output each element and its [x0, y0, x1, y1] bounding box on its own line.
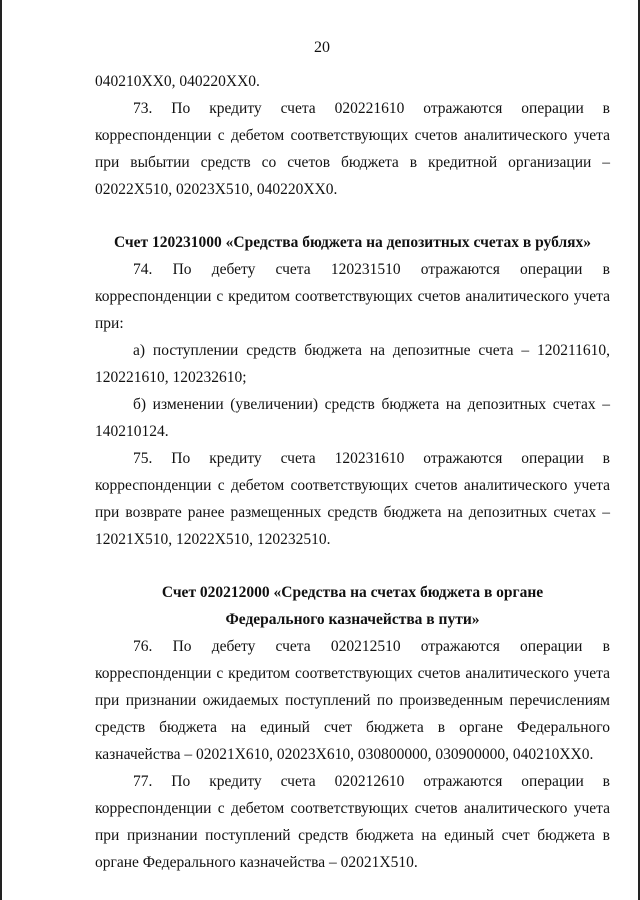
spacer [95, 203, 610, 229]
paragraph-76: 76. По дебету счета 020212510 отражаются операции в корреспонденции с кредитом соответствующих счетов аналитического учета при признании ожидаемых поступлений по произведенным перечислениям средств бюджета на единый счет бюджета в органе Федерального казначейства – 02021X610, 02023X610, 030800000, 030900000, 040210XX0. [95, 638, 610, 763]
paragraph-73: 73. По кредиту счета 020221610 отражаются операции в корреспонденции с дебетом соответствующих счетов аналитического учета при выбытии средств со счетов бюджета в кредитной организации – 02022X510, 02023X510, 040220XX0. [95, 100, 610, 198]
paragraph-74-item-a: а) поступлении средств бюджета на депозитные счета – 120211610, 120221610, 120232610; [95, 342, 610, 386]
section-heading-020212000-line1: Счет 020212000 «Средства на счетах бюджета в органе [161, 584, 544, 601]
document-body [95, 68, 610, 876]
section-heading-120231000: Счет 120231000 «Средства бюджета на депозитных счетах в рублях» [113, 234, 592, 251]
paragraph-continuation: 040210XX0, 040220XX0. [95, 73, 260, 90]
spacer [95, 553, 610, 579]
paragraph-75: 75. По кредиту счета 120231610 отражаются операции в корреспонденции с дебетом соответствующих счетов аналитического учета при возврате ранее размещенных средств бюджета на депозитных счетах – 12021X510, 12022X510, 120232510. [95, 450, 610, 548]
paragraph-74-item-b: б) изменении (увеличении) средств бюджета на депозитных счетах – 140210124. [95, 396, 610, 440]
paragraph-74: 74. По дебету счета 120231510 отражаются операции в корреспонденции с кредитом соответствующих счетов аналитического учета при: [95, 261, 610, 332]
paragraph-77: 77. По кредиту счета 020212610 отражаются операции в корреспонденции с дебетом соответствующих счетов аналитического учета при признании поступлений средств бюджета на единый счет бюджета в органе Федерального казначейства – 02021X510. [95, 773, 610, 871]
section-heading-020212000-line2: Федерального казначейства в пути» [225, 611, 480, 628]
page-number: 20 [314, 39, 330, 56]
